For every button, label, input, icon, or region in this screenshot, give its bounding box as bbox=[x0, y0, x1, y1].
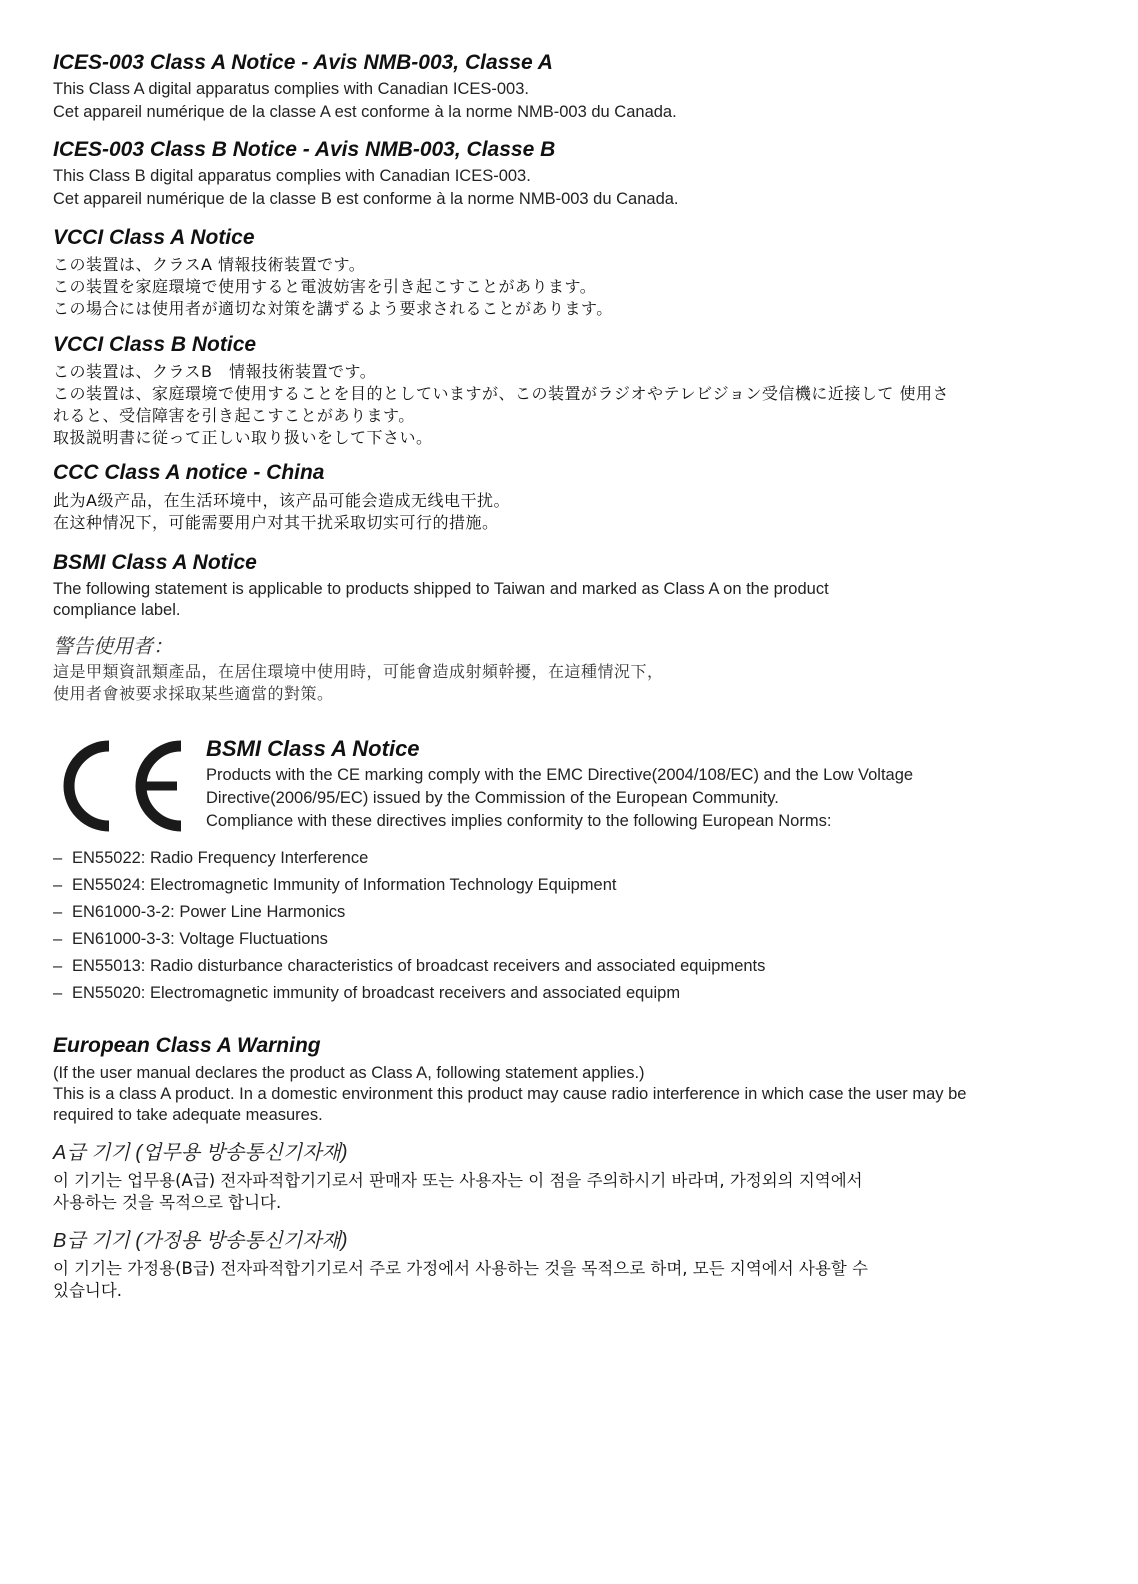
ices-class-b-line-2: Cet appareil numérique de la classe B est conforme à la norme NMB-003 du Canada. bbox=[53, 190, 679, 208]
ices-class-a-line-1: This Class A digital apparatus complies with Canadian ICES-003. bbox=[53, 80, 529, 98]
european-norms-list bbox=[53, 846, 1053, 1008]
list-item: – EN55024: Electromagnetic Immunity of Information Technology Equipment bbox=[53, 876, 617, 894]
korea-class-a-section bbox=[53, 1140, 1093, 1214]
korea-class-b-section bbox=[53, 1228, 1093, 1302]
vcci-class-b-line-1: この装置は、クラスB 情報技術装置です。 bbox=[53, 362, 377, 381]
ices-class-a-line-2: Cet appareil numérique de la classe A est conforme à la norme NMB-003 du Canada. bbox=[53, 103, 677, 121]
bsmi-warning-line-1: 這是甲類資訊類產品，在居住環境中使用時，可能會造成射頻幹擾，在這種情況下， bbox=[53, 662, 664, 681]
ices-class-a-section bbox=[53, 50, 1093, 124]
vcci-class-b-line-2: この装置は、家庭環境で使用することを目的としていますが、この装置がラジオやテレビジョン受信機に近接して 使用さ bbox=[53, 384, 949, 403]
ce-notice-line-2: Directive(2006/95/EC) issued by the Commission of the European Community. bbox=[206, 789, 779, 807]
european-warning-line-1: (If the user manual declares the product as Class A, following statement applies.) bbox=[53, 1064, 645, 1082]
vcci-class-a-line-3: この場合には使用者が適切な対策を講ずるよう要求されることがあります。 bbox=[53, 299, 613, 318]
vcci-class-b-line-3: れると、受信障害を引き起こすことがあります。 bbox=[53, 406, 415, 425]
european-warning-section bbox=[53, 1033, 1093, 1126]
ccc-china-heading: CCC Class A notice - China bbox=[53, 461, 325, 484]
korea-class-b-heading: B급 기기 (가정용 방송통신기자재) bbox=[53, 1230, 348, 1252]
ccc-china-line-1: 此为A级产品，在生活环境中，该产品可能会造成无线电干扰。 bbox=[53, 491, 510, 510]
korea-class-b-line-1: 이 기기는 가정용(B급) 전자파적합기기로서 주로 가정에서 사용하는 것을 목적으로 하며, 모든 지역에서 사용할 수 bbox=[53, 1259, 868, 1278]
ices-class-b-heading: ICES-003 Class B Notice - Avis NMB-003, Classe B bbox=[53, 138, 556, 161]
ccc-china-section bbox=[53, 460, 1093, 534]
bsmi-taiwan-line-1: The following statement is applicable to products shipped to Taiwan and marked as Class A on the product bbox=[53, 580, 829, 598]
korea-class-a-heading: A급 기기 (업무용 방송통신기자재) bbox=[53, 1142, 348, 1164]
list-item: – EN61000-3-2: Power Line Harmonics bbox=[53, 903, 346, 921]
list-item: – EN61000-3-3: Voltage Fluctuations bbox=[53, 930, 328, 948]
list-item: – EN55022: Radio Frequency Interference bbox=[53, 849, 369, 867]
korea-class-a-line-1: 이 기기는 업무용(A급) 전자파적합기기로서 판매자 또는 사용자는 이 점을 주의하시기 바라며, 가정외의 지역에서 bbox=[53, 1171, 863, 1190]
bsmi-taiwan-heading: BSMI Class A Notice bbox=[53, 551, 257, 574]
ce-mark-logo bbox=[57, 740, 185, 832]
bsmi-warning-line-2: 使用者會被要求採取某些適當的對策。 bbox=[53, 684, 334, 703]
european-warning-line-3: required to take adequate measures. bbox=[53, 1106, 323, 1124]
ce-notice-section bbox=[206, 736, 1106, 833]
vcci-class-a-heading: VCCI Class A Notice bbox=[53, 226, 255, 249]
list-item: – EN55020: Electromagnetic immunity of broadcast receivers and associated equipm bbox=[53, 984, 681, 1002]
vcci-class-a-line-2: この装置を家庭環境で使用すると電波妨害を引き起こすことがあります。 bbox=[53, 277, 597, 296]
ices-class-b-line-1: This Class B digital apparatus complies with Canadian ICES-003. bbox=[53, 167, 531, 185]
ce-notice-line-1: Products with the CE marking comply with the EMC Directive(2004/108/EC) and the Low Voltage bbox=[206, 766, 914, 784]
korea-class-a-line-2: 사용하는 것을 목적으로 합니다. bbox=[53, 1193, 282, 1212]
european-warning-heading: European Class A Warning bbox=[53, 1034, 321, 1057]
ices-class-a-heading: ICES-003 Class A Notice - Avis NMB-003, Classe A bbox=[53, 51, 553, 74]
bsmi-taiwan-line-2: compliance label. bbox=[53, 601, 181, 619]
vcci-class-b-section bbox=[53, 332, 1093, 449]
ccc-china-line-2: 在这种情况下，可能需要用户对其干扰采取切实可行的措施。 bbox=[53, 513, 499, 532]
vcci-class-b-line-4: 取扱説明書に従って正しい取り扱いをして下さい。 bbox=[53, 428, 433, 447]
korea-class-b-line-2: 있습니다. bbox=[53, 1281, 123, 1300]
european-warning-line-2: This is a class A product. In a domestic environment this product may cause radio interference in which case the user may be bbox=[53, 1085, 967, 1103]
bsmi-taiwan-section bbox=[53, 550, 1093, 705]
vcci-class-b-heading: VCCI Class B Notice bbox=[53, 333, 257, 356]
vcci-class-a-line-1: この装置は、クラスA 情報技術装置です。 bbox=[53, 255, 366, 274]
ce-notice-line-3: Compliance with these directives implies conformity to the following European Norms: bbox=[206, 812, 832, 830]
vcci-class-a-section bbox=[53, 225, 1093, 320]
list-item: – EN55013: Radio disturbance characteristics of broadcast receivers and associated equipments bbox=[53, 957, 766, 975]
ce-notice-heading: BSMI Class A Notice bbox=[206, 736, 420, 761]
ices-class-b-section bbox=[53, 137, 1093, 211]
bsmi-warning-heading: 警告使用者： bbox=[53, 634, 173, 658]
